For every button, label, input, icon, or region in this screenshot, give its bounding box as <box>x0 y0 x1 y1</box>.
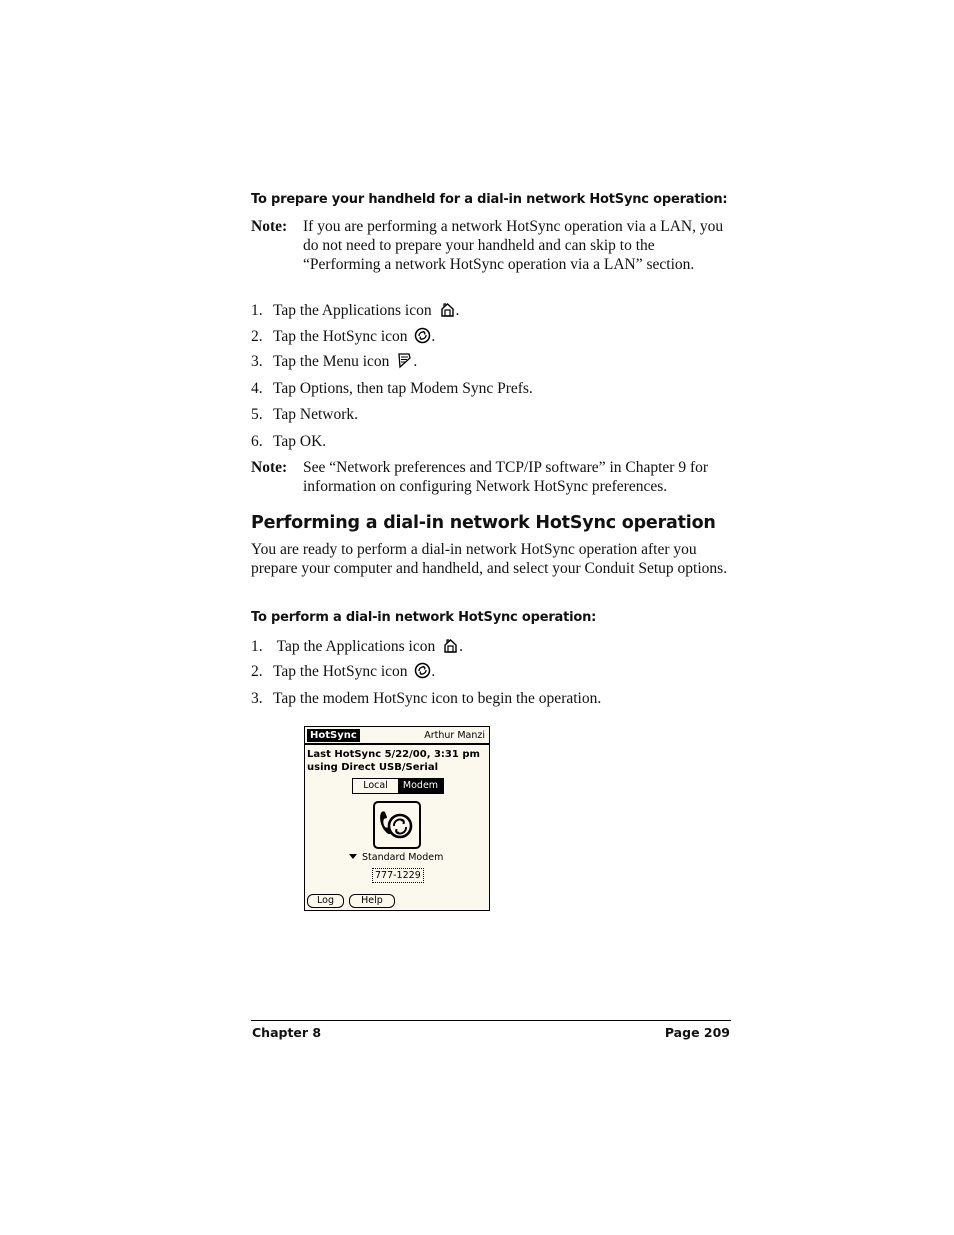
step-number: 2. <box>251 663 263 680</box>
perform-step-1: 1. Tap the Applications icon . <box>251 638 463 655</box>
footer-rule <box>251 1020 731 1021</box>
hotsync-screen <box>304 726 490 911</box>
tab-modem[interactable]: Modem <box>398 779 443 793</box>
modem-type-select[interactable]: Standard Modem <box>349 852 443 864</box>
title-rule <box>305 743 489 745</box>
step-number: 4. <box>251 380 263 397</box>
menu-icon <box>396 352 413 369</box>
step-text: Tap the Applications icon <box>273 638 440 655</box>
applications-icon <box>442 637 459 654</box>
step-text: Tap Options, then tap Modem Sync Prefs. <box>273 380 533 397</box>
note-lan <box>251 217 731 274</box>
dropdown-triangle-icon <box>349 854 357 859</box>
step-text: Tap the HotSync icon <box>273 328 412 345</box>
step-number: 6. <box>251 433 263 450</box>
sync-mode-selector <box>352 778 444 794</box>
hotsync-icon <box>414 327 431 344</box>
screen-title: HotSync <box>307 729 360 742</box>
step-number: 3. <box>251 353 263 370</box>
note-text: See “Network preferences and TCP/IP software” in Chapter 9 for information on configuring Network HotSync preferences. <box>303 459 709 495</box>
step-number: 1. <box>251 302 263 319</box>
note-text: If you are performing a network HotSync operation via a LAN, you do not need to prepare your handheld and can skip to the “Performing a network HotSync operation via a LAN” section. <box>303 218 724 273</box>
log-button[interactable]: Log <box>307 894 344 908</box>
step-number: 3. <box>251 690 263 707</box>
section-heading: Performing a dial-in network HotSync operation <box>251 513 716 533</box>
step-5 <box>251 405 358 424</box>
help-button[interactable]: Help <box>349 894 395 908</box>
modem-hotsync-icon <box>375 803 419 847</box>
step-number: 5. <box>251 406 263 423</box>
step-text: Tap the Applications icon <box>273 302 436 319</box>
step-3: 3. Tap the Menu icon . <box>251 353 418 370</box>
perform-step-2: 2. Tap the HotSync icon . <box>251 663 436 680</box>
step-6 <box>251 432 326 451</box>
note-label: Note: <box>251 459 288 476</box>
step-text: Tap Network. <box>273 406 359 423</box>
modem-hotsync-button[interactable] <box>373 801 421 849</box>
step-text: Tap OK. <box>273 433 327 450</box>
procedure-title-perform: To perform a dial-in network HotSync operation: <box>251 610 597 625</box>
phone-number-field[interactable]: 777-1229 <box>372 868 424 883</box>
step-1: 1. Tap the Applications icon . <box>251 302 460 319</box>
last-hotsync-info: Last HotSync 5/22/00, 3:31 pm using Direct USB/Serial <box>307 749 480 773</box>
note-network-prefs <box>251 458 731 496</box>
step-2: 2. Tap the HotSync icon . <box>251 328 436 345</box>
step-text: Tap the HotSync icon <box>273 663 412 680</box>
step-4 <box>251 379 533 398</box>
step-number: 2. <box>251 328 263 345</box>
step-text: Tap the Menu icon <box>273 353 394 370</box>
perform-step-3 <box>251 689 601 708</box>
step-number: 1. <box>251 638 263 655</box>
note-label: Note: <box>251 218 288 235</box>
tab-local[interactable]: Local <box>353 779 398 793</box>
footer-page: Page 209 <box>664 1025 730 1040</box>
applications-icon <box>439 301 456 318</box>
intro-paragraph: You are ready to perform a dial-in network HotSync operation after you prepare your computer and handheld, and select your Conduit Setup options. <box>251 541 728 577</box>
screen-user-name: Arthur Manzi <box>424 730 485 741</box>
footer-chapter: Chapter 8 <box>252 1025 322 1040</box>
hotsync-icon <box>414 662 431 679</box>
procedure-title-prepare: To prepare your handheld for a dial-in network HotSync operation: <box>251 192 728 207</box>
step-text: Tap the modem HotSync icon to begin the operation. <box>273 690 602 707</box>
